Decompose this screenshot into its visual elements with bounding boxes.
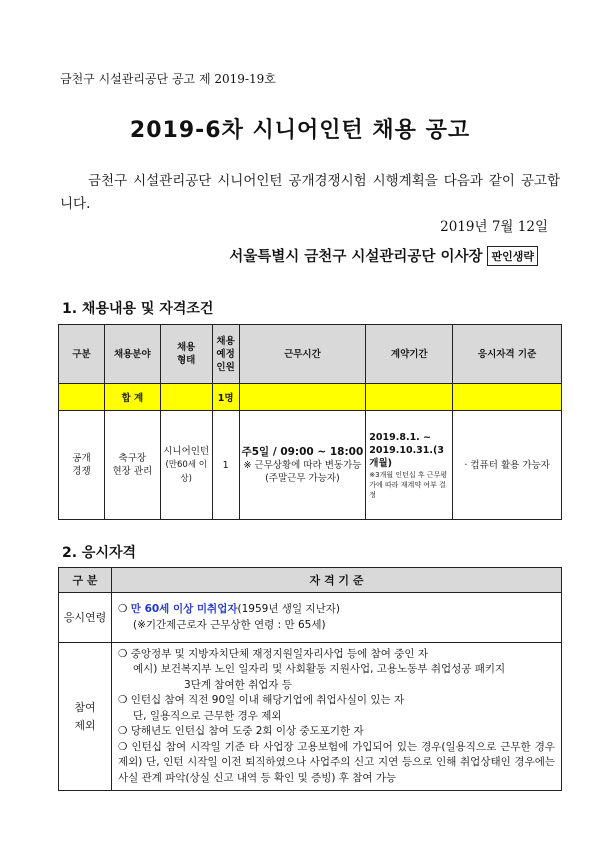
header-criteria: 자 격 기 준 xyxy=(112,568,562,593)
row-contract: 2019.8.1. ~ 2019.10.31.(3개월) ※3개월 인턴십 후 근무평가에 따라 재계약 여부 결정 xyxy=(366,411,453,520)
age-highlight: 만 60세 이상 미취업자 xyxy=(130,603,238,615)
row-count: 1 xyxy=(212,411,239,520)
section1-title: 1. 채용내용 및 자격조건 xyxy=(62,301,214,317)
page-title: 2019-6차 시니어인턴 채용 공고 xyxy=(129,118,471,143)
exclusion-row xyxy=(59,643,562,791)
notice-number: 금천구 시설관리공단 공고 제 2019-19호 xyxy=(60,72,276,86)
total-row xyxy=(59,384,562,411)
bullet-icon: ❍ xyxy=(118,725,128,738)
exclusion-content: ❍ 중앙정부 및 지방자치단체 재정지원일자리사업 등에 참여 중인 자 예시) 보건복지부 노인 일자리 및 사회활동 지원사업, 고용노동부 취업성공 패키지 3단계 참여한 취업자 등 ❍ 인턴십 참여 직전 90일 이내 해당기업에 취업사실이 있는 자 단, 일용직으로 근무한 경우 제외 ❍ 당해년도 인턴십 참여 도중 2회 이상 중도포기한 자 ❍ 인턴십 참여 시작일 기준 타 사업장 고용보험에 가입되어 있는 경우(일용직으로 근무한 경우 제외) 단, 인턴 시작일 이전 퇴직하였으나 사업주의 신고 지연 등으로 인해 취업상태인 경우에는 사실 관계 파악(상실 신고 내역 등 확인 및 증빙) 후 참여 가능 xyxy=(112,643,562,791)
header-contract: 계약기간 xyxy=(366,325,453,384)
row-hours: 주5일 / 09:00 ~ 18:00 ※ 근무상황에 따라 변동가능 (주말근무 가능자) xyxy=(239,411,366,520)
header-type: 채용 형태 xyxy=(160,325,212,384)
age-content: ❍ 만 60세 이상 미취업자(1959년 생일 지난자) (※기간제근로자 근무상한 연령 : 만 65세) xyxy=(112,593,562,643)
bullet-icon: ❍ xyxy=(118,740,128,753)
row-field: 축구장 현장 관리 xyxy=(104,411,160,520)
table-row xyxy=(59,411,562,520)
row-category: 공개 경쟁 xyxy=(59,411,105,520)
recruitment-table xyxy=(58,324,562,520)
intro-paragraph: 금천구 시설관리공단 시니어인턴 공개경쟁시험 시행계획을 다음과 같이 공고합니다. xyxy=(60,173,560,212)
header-category: 구분 xyxy=(59,325,105,384)
issuer-name: 서울특별시 금천구 시설관리공단 이사장 xyxy=(229,249,483,265)
row-type: 시니어인턴 (만60세 이상) xyxy=(160,411,212,520)
header-qualification: 응시자격 기준 xyxy=(453,325,562,384)
bullet-icon: ❍ xyxy=(118,647,128,660)
bullet-icon: ❍ xyxy=(118,603,128,615)
age-row xyxy=(59,593,562,643)
notice-date: 2019년 7월 12일 xyxy=(440,219,548,235)
qualification-table xyxy=(58,567,562,791)
exclusion-label: 참여 제외 xyxy=(59,643,112,791)
issuer-line xyxy=(229,245,538,266)
section2-title: 2. 응시자격 xyxy=(62,545,137,561)
seal-box: 판인생략 xyxy=(487,246,538,266)
header-category2: 구 분 xyxy=(59,568,112,593)
total-count: 1명 xyxy=(212,384,239,411)
bullet-icon: ❍ xyxy=(118,694,128,707)
row-qualification: · 컴퓨터 활용 가능자 xyxy=(453,411,562,520)
header-field: 채용분야 xyxy=(104,325,160,384)
header-hours: 근무시간 xyxy=(239,325,366,384)
total-label: 합 계 xyxy=(104,384,160,411)
age-label: 응시연령 xyxy=(59,593,112,643)
header-planned: 채용 예정 인원 xyxy=(212,325,239,384)
